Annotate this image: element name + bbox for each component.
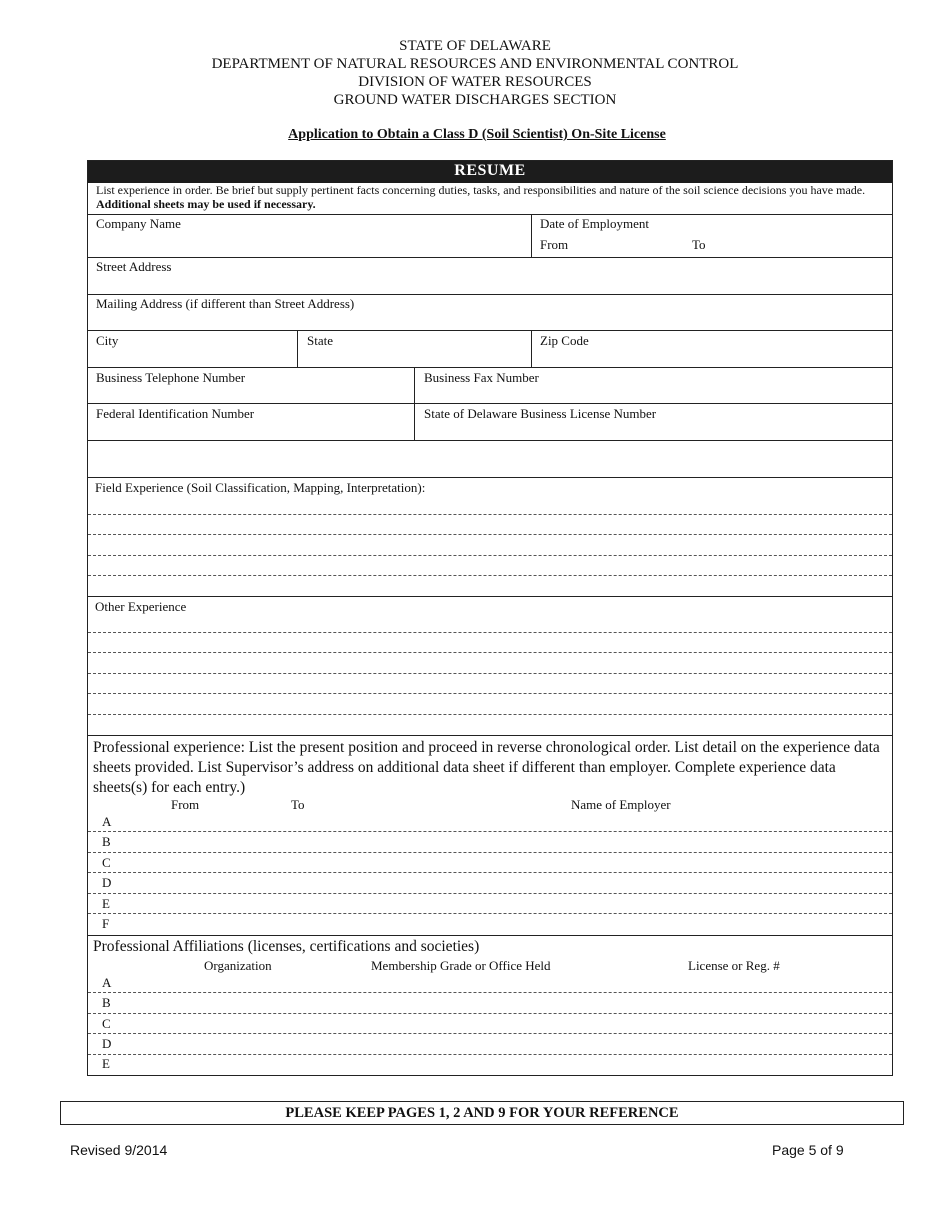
experience-row-line[interactable] <box>88 893 892 894</box>
other-experience-line[interactable] <box>88 673 892 674</box>
mailing-address-label: Mailing Address (if different than Street Address) <box>96 296 355 311</box>
business-phone-field[interactable] <box>100 386 405 402</box>
delaware-license-field[interactable] <box>424 422 884 438</box>
resume-banner-label: RESUME <box>454 162 526 179</box>
rule <box>88 367 892 368</box>
mailing-address-field[interactable] <box>100 312 880 329</box>
delaware-license-label: State of Delaware Business License Number <box>424 406 657 421</box>
rule <box>88 257 892 258</box>
field-experience-label: Field Experience (Soil Classification, Mapping, Interpretation): <box>95 480 426 495</box>
resume-banner <box>88 161 892 183</box>
date-to-label[interactable]: To <box>692 237 706 252</box>
col-grade-header: Membership Grade or Office Held <box>371 958 551 973</box>
other-experience-line[interactable] <box>88 652 892 653</box>
field-experience-line[interactable] <box>88 514 892 515</box>
affiliation-row-letter: C <box>102 1016 111 1031</box>
rule <box>88 935 892 936</box>
revised-date: Revised 9/2014 <box>70 1142 168 1158</box>
affiliation-row-letter: B <box>102 995 111 1010</box>
affiliation-row-letter: A <box>102 975 112 990</box>
form-title: Application to Obtain a Class D (Soil Scientist) On-Site License <box>288 127 666 142</box>
field-experience-line[interactable] <box>88 555 892 556</box>
city-label: City <box>96 333 119 348</box>
page-number: Page 5 of 9 <box>772 1142 844 1158</box>
field-experience-line[interactable] <box>88 534 892 535</box>
affiliation-row-letter: E <box>102 1056 110 1071</box>
reference-notice-text: PLEASE KEEP PAGES 1, 2 AND 9 FOR YOUR REFERENCE <box>285 1105 679 1121</box>
state-label: State <box>307 333 333 348</box>
experience-row-letter: A <box>102 814 112 829</box>
experience-row-line[interactable] <box>88 831 892 832</box>
resume-intro <box>96 183 886 211</box>
rule <box>297 330 298 367</box>
other-experience-line[interactable] <box>88 693 892 694</box>
affiliation-row-letter: D <box>102 1036 112 1051</box>
city-field[interactable] <box>100 349 290 365</box>
header-division: DIVISION OF WATER RESOURCES <box>358 74 592 90</box>
professional-experience-text: Professional experience: List the present position and proceed in reverse chronological order. List detail on the experience data sheets provided. List Supervisor’s address on additional data sheet if different than employer. Complete experience data sheets(s) for each entry.) <box>93 739 880 796</box>
date-of-employment-label: Date of Employment <box>540 216 650 231</box>
rule <box>414 367 415 440</box>
rule <box>88 596 892 597</box>
experience-row-line[interactable] <box>88 852 892 853</box>
experience-row-line[interactable] <box>88 913 892 914</box>
header-department: DEPARTMENT OF NATURAL RESOURCES AND ENVIRONMENTAL CONTROL <box>211 56 739 72</box>
rule <box>88 294 892 295</box>
zip-code-field[interactable] <box>540 349 885 365</box>
affiliation-row-line[interactable] <box>88 992 892 993</box>
rule <box>88 477 892 478</box>
other-experience-line[interactable] <box>88 632 892 633</box>
rule <box>88 214 892 215</box>
rule <box>88 440 892 441</box>
reference-notice <box>60 1101 904 1125</box>
zip-code-label: Zip Code <box>540 333 589 348</box>
federal-id-field[interactable] <box>100 422 405 438</box>
company-name-label: Company Name <box>96 216 181 231</box>
date-from-label[interactable]: From <box>540 237 569 252</box>
col-employer-header: Name of Employer <box>571 797 671 812</box>
experience-row-letter: F <box>102 916 110 931</box>
affiliation-row-line[interactable] <box>88 1054 892 1055</box>
experience-row-line[interactable] <box>88 872 892 873</box>
business-fax-label: Business Fax Number <box>424 370 539 385</box>
field-experience-line[interactable] <box>88 575 892 576</box>
resume-intro-text: List experience in order. Be brief but supply pertinent facts concerning duties, tasks, and responsibilities and nature of the soil science decisions you have made. <box>96 183 866 197</box>
other-experience-label: Other Experience <box>95 599 187 614</box>
header-section: GROUND WATER DISCHARGES SECTION <box>333 92 617 108</box>
experience-row-letter: B <box>102 834 111 849</box>
rule <box>88 403 892 404</box>
rule <box>88 735 892 736</box>
resume-intro-bold: Additional sheets may be used if necessary. <box>96 197 316 211</box>
business-phone-label: Business Telephone Number <box>96 370 246 385</box>
rule <box>531 214 532 257</box>
experience-row-letter: D <box>102 875 112 890</box>
header-state: STATE OF DELAWARE <box>399 38 551 54</box>
col-organization-header: Organization <box>204 958 272 973</box>
street-address-label: Street Address <box>96 259 172 274</box>
other-experience-line[interactable] <box>88 714 892 715</box>
col-to-header: To <box>291 797 305 812</box>
affiliation-row-line[interactable] <box>88 1033 892 1034</box>
rule <box>88 330 892 331</box>
business-fax-field[interactable] <box>424 386 884 402</box>
state-field[interactable] <box>307 349 522 365</box>
rule <box>531 330 532 367</box>
street-address-field[interactable] <box>100 275 880 292</box>
experience-row-letter: C <box>102 855 111 870</box>
federal-id-label: Federal Identification Number <box>96 406 255 421</box>
company-name-field[interactable] <box>100 236 520 254</box>
affiliations-heading: Professional Affiliations (licenses, certifications and societies) <box>93 938 480 955</box>
col-from-header: From <box>171 797 200 812</box>
col-license-header: License or Reg. # <box>688 958 780 973</box>
experience-row-letter: E <box>102 896 110 911</box>
affiliation-row-line[interactable] <box>88 1013 892 1014</box>
